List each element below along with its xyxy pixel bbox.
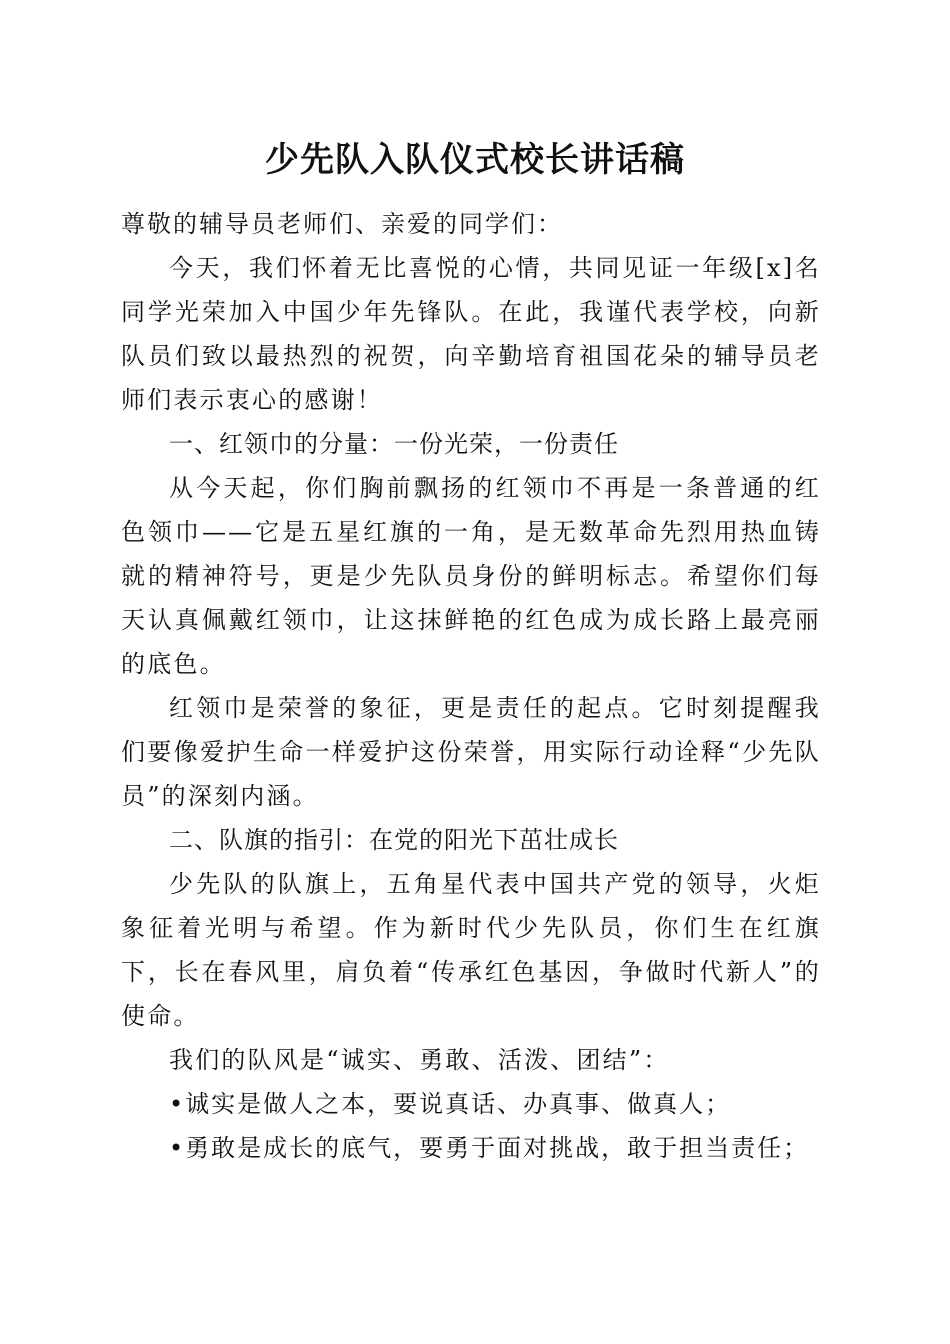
section-2-paragraph-1: 少先队的队旗上，五角星代表中国共产党的领导，火炬象征着光明与希望。作为新时代少先队员，你们生在红旗下，长在春风里，肩负着“传承红色基因，争做时代新人”的使命。	[121, 870, 821, 1030]
bullet-icon: •	[169, 1134, 186, 1162]
section-1-paragraph-2: 红领巾是荣誉的象征，更是责任的起点。它时刻提醒我们要像爱护生命一样爱护这份荣誉，用实际行动诠释“少先队员”的深刻内涵。	[121, 694, 821, 810]
section-2-heading: 二、队旗的指引：在党的阳光下茁壮成长	[169, 826, 619, 854]
document-title: 少先队入队仪式校长讲话稿	[265, 140, 685, 180]
section-2-paragraph-2: 我们的队风是“诚实、勇敢、活泼、团结”：	[169, 1046, 670, 1074]
list-item-text: 诚实是做人之本，要说真话、办真事、做真人；	[185, 1090, 732, 1118]
intro-paragraph: 今天，我们怀着无比喜悦的心情，共同见证一年级[x]名同学光荣加入中国少年先锋队。在此，我谨代表学校，向新队员们致以最热烈的祝贺，向辛勤培育祖国花朵的辅导员老师们表示衷心的感谢！	[121, 254, 821, 414]
list-item	[121, 1126, 821, 1170]
greeting: 尊敬的辅导员老师们、亲爱的同学们：	[121, 210, 563, 238]
list-item-text: 勇敢是成长的底气，要勇于面对挑战，敢于担当责任；	[185, 1134, 810, 1162]
bullet-icon: •	[169, 1090, 186, 1118]
section-1-paragraph-1: 从今天起，你们胸前飘扬的红领巾不再是一条普通的红色领巾——它是五星红旗的一角，是无数革命先烈用热血铸就的精神符号，更是少先队员身份的鲜明标志。希望你们每天认真佩戴红领巾，让这抹鲜艳的红色成为成长路上最亮丽的底色。	[121, 474, 821, 678]
document-body	[121, 202, 821, 1170]
list-item	[121, 1082, 821, 1126]
section-1-heading: 一、红领巾的分量：一份光荣，一份责任	[169, 430, 619, 458]
